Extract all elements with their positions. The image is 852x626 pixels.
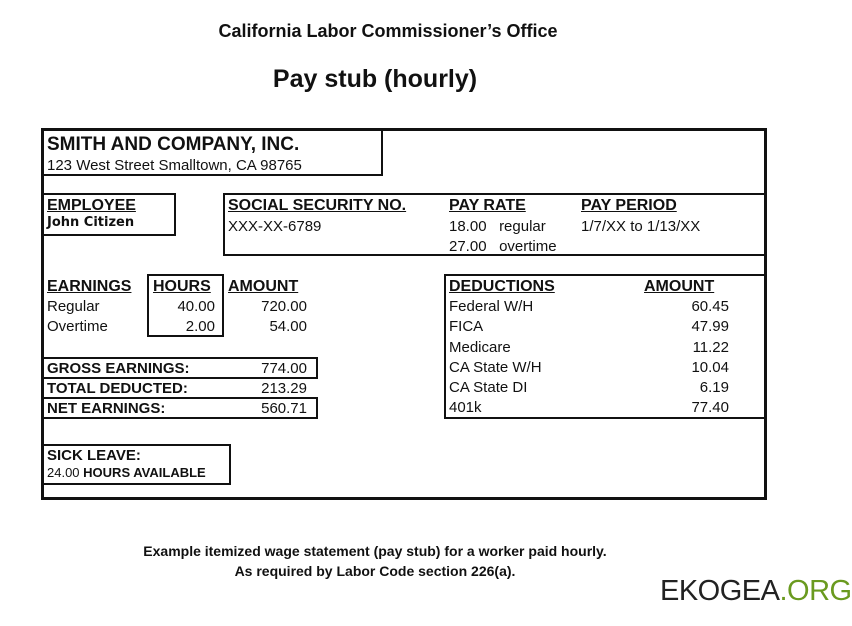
pay-rate-regular [449, 218, 546, 235]
regular-rate: 18.00 [449, 218, 487, 235]
deduction-name: Federal W/H [449, 298, 534, 315]
hours-label: HOURS [153, 278, 211, 295]
deduction-name: FICA [449, 318, 484, 335]
overtime-rate-label: overtime [499, 238, 557, 255]
deduction-name: CA State DI [449, 379, 528, 396]
deduction-name: Medicare [449, 339, 511, 356]
deducted-value: 213.29 [261, 380, 307, 397]
earnings-hours: 2.00 [185, 318, 215, 335]
page-title: Pay stub (hourly) [272, 65, 478, 93]
pay-period-value: 1/7/XX to 1/13/XX [581, 218, 701, 235]
overtime-rate: 27.00 [449, 238, 487, 255]
deduction-amount: 6.19 [699, 379, 729, 396]
caption-line-2: As required by Labor Code section 226(a). [234, 563, 516, 579]
sick-leave-label: SICK LEAVE: [47, 447, 141, 464]
sick-leave-available-label: HOURS AVAILABLE [83, 465, 206, 480]
ssn-label: SOCIAL SECURITY NO. [228, 197, 407, 214]
earnings-type: Overtime [47, 318, 108, 335]
employee-name: John Citizen [47, 215, 135, 230]
sick-leave-hours [47, 465, 206, 480]
deductions-amount-label: AMOUNT [644, 278, 715, 295]
deduction-amount: 10.04 [691, 359, 729, 376]
caption-line-1: Example itemized wage statement (pay stub) for a worker paid hourly. [143, 543, 607, 559]
earnings-amount-label: AMOUNT [228, 278, 299, 295]
earnings-amount: 54.00 [269, 318, 307, 335]
logo-tld: .ORG [779, 575, 852, 607]
deducted-label: TOTAL DEDUCTED: [47, 380, 188, 397]
deduction-name: CA State W/H [449, 359, 542, 376]
sick-leave-hours-value: 24.00 [47, 465, 80, 480]
company-name: SMITH AND COMPANY, INC. [47, 134, 300, 155]
earnings-hours: 40.00 [177, 298, 215, 315]
ekogea-logo [660, 575, 852, 608]
net-value: 560.71 [261, 400, 307, 417]
earnings-type: Regular [47, 298, 100, 315]
earnings-amount: 720.00 [261, 298, 307, 315]
earnings-label: EARNINGS [47, 278, 132, 295]
deduction-name: 401k [449, 399, 482, 416]
deductions-label: DEDUCTIONS [449, 278, 555, 295]
deduction-amount: 77.40 [691, 399, 729, 416]
pay-period-label: PAY PERIOD [581, 197, 677, 214]
gross-label: GROSS EARNINGS: [47, 360, 190, 377]
pay-rate-overtime [449, 238, 557, 255]
deduction-amount: 11.22 [692, 339, 729, 356]
employee-label: EMPLOYEE [47, 197, 136, 214]
net-label: NET EARNINGS: [47, 400, 166, 417]
company-address: 123 West Street Smalltown, CA 98765 [47, 157, 302, 174]
gross-value: 774.00 [261, 360, 307, 377]
pay-rate-label: PAY RATE [449, 197, 526, 214]
ssn-value: XXX-XX-6789 [228, 218, 322, 235]
deduction-amount: 60.45 [691, 298, 729, 315]
office-title: California Labor Commissioner’s Office [218, 21, 558, 41]
deduction-amount: 47.99 [691, 318, 729, 335]
regular-rate-label: regular [499, 218, 546, 235]
logo-main: EKOGEA [660, 575, 780, 607]
